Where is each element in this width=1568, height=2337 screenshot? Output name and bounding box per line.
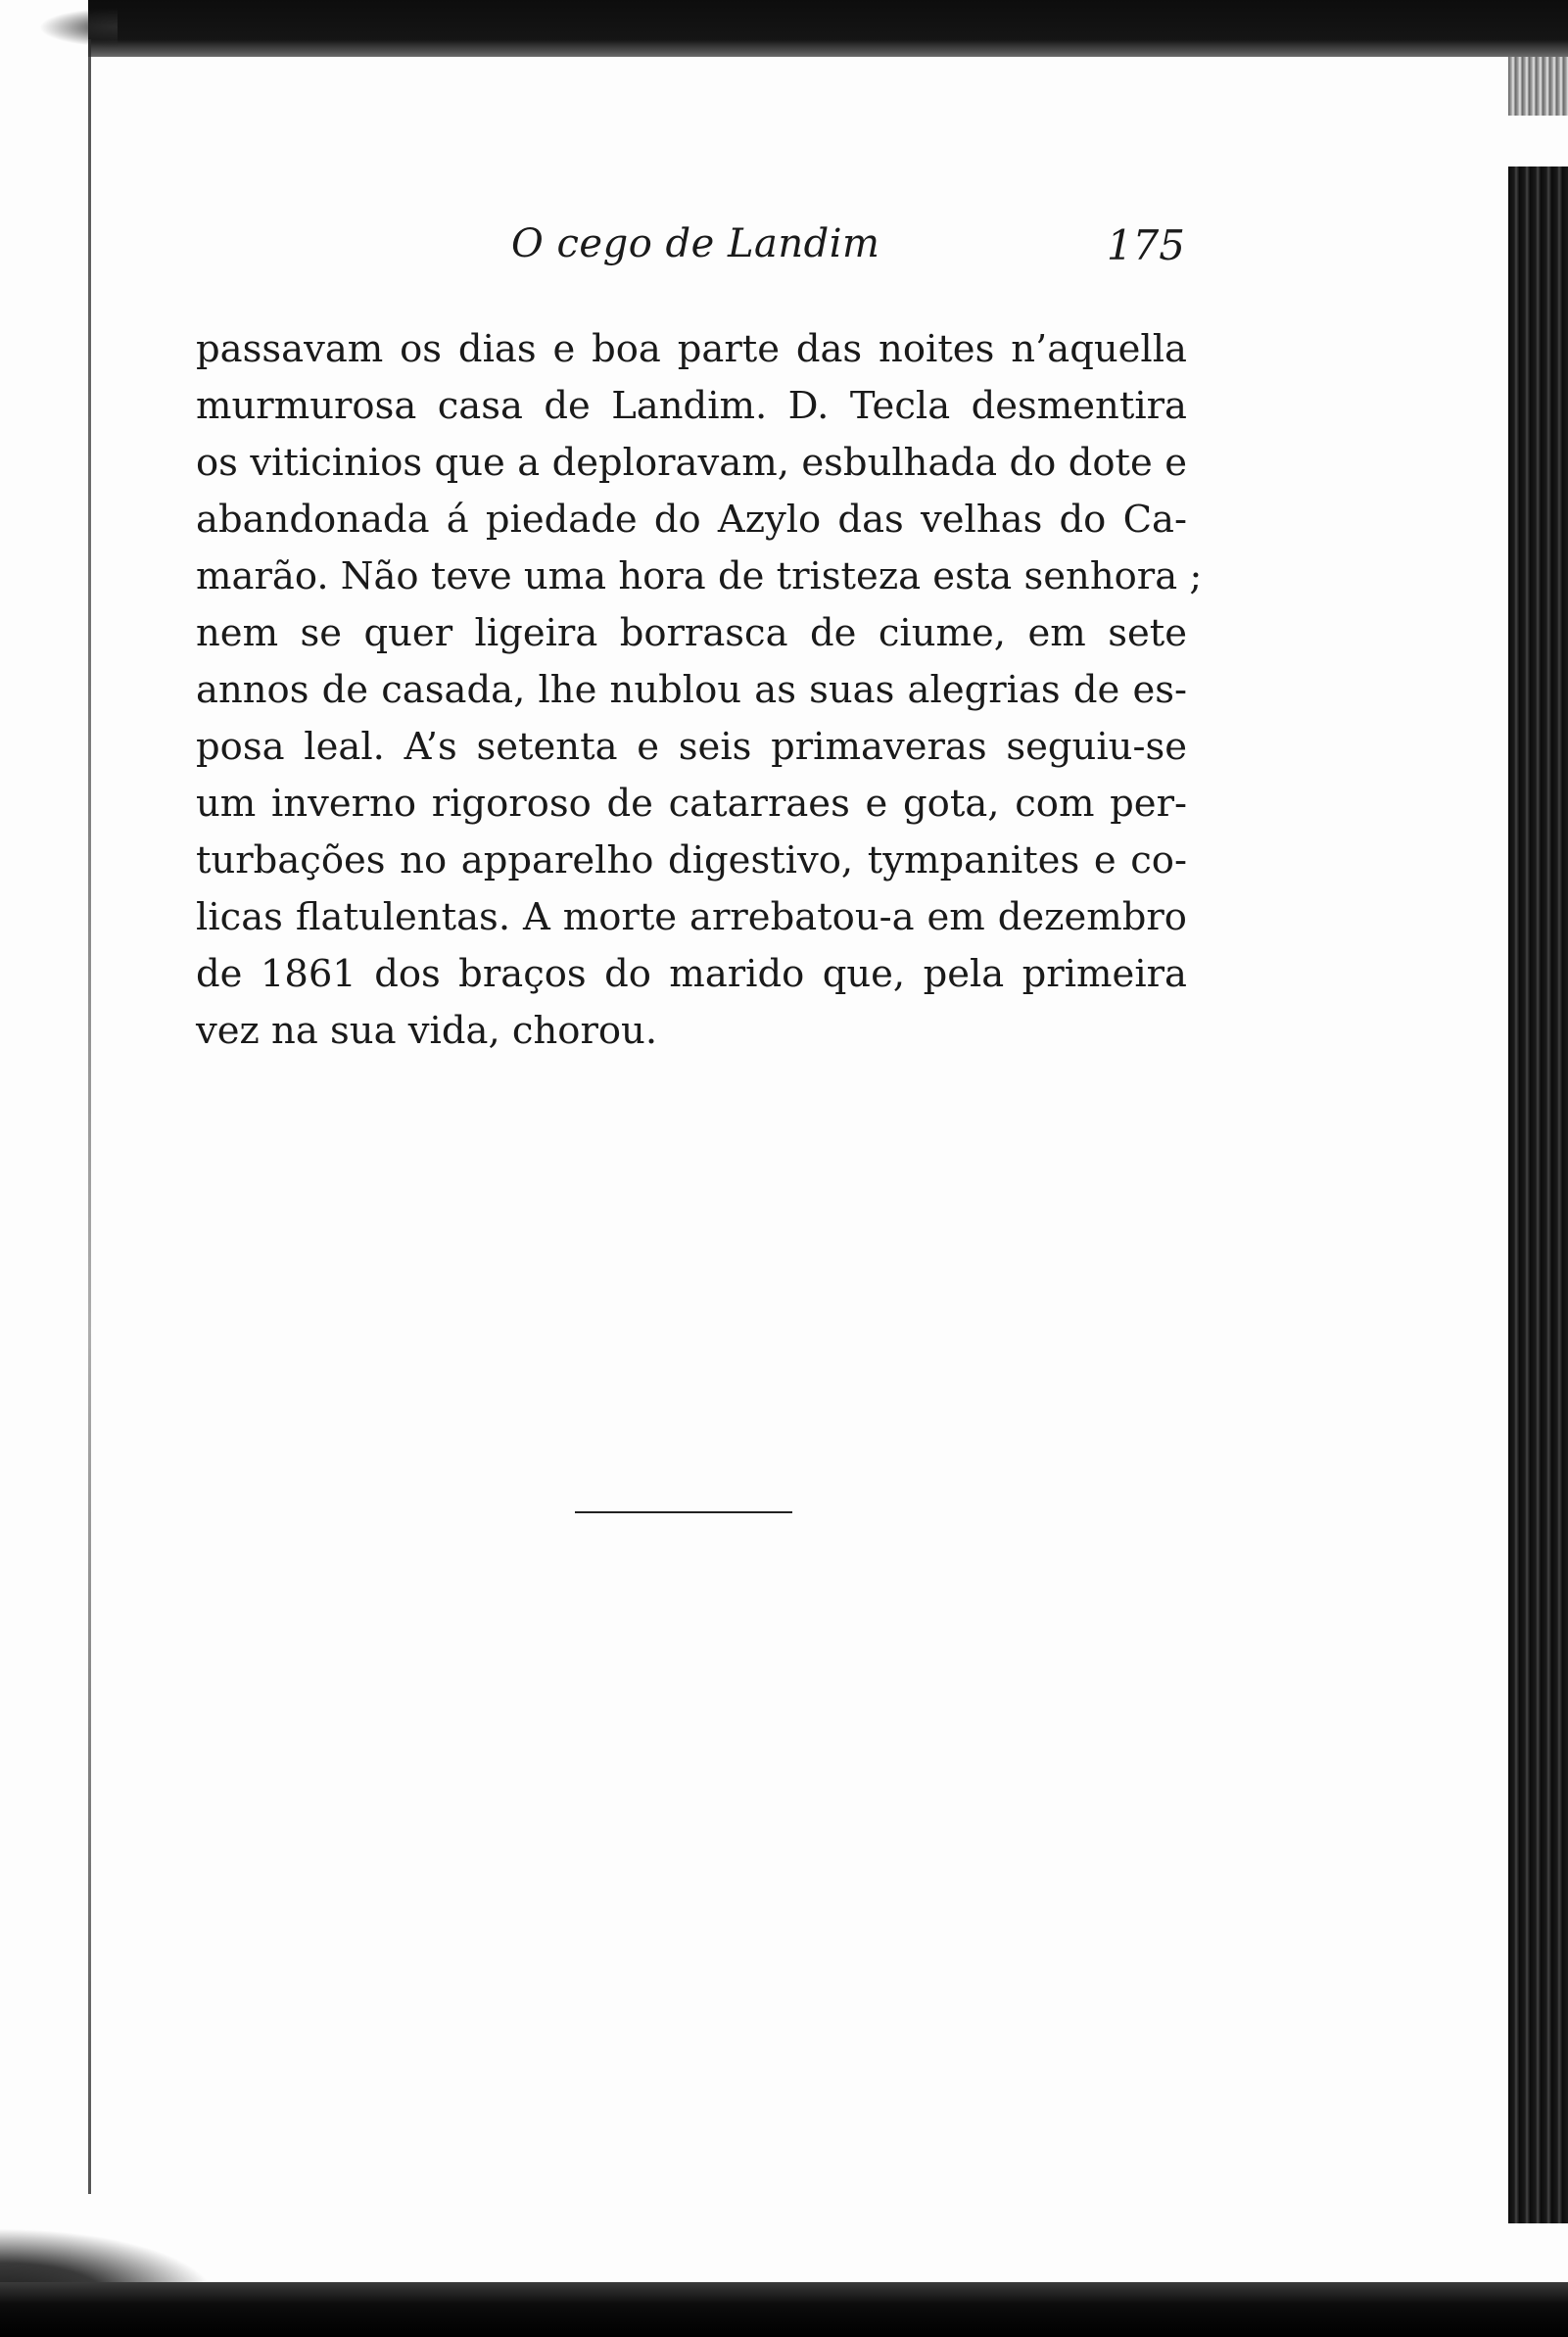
text-line: os viticinios que a deploravam, esbulhada do dote e bbox=[196, 441, 1187, 485]
body-paragraph bbox=[196, 321, 1203, 1060]
text-line: abandonada á piedade do Azylo das velhas do Ca- bbox=[196, 498, 1187, 542]
scan-edge-top bbox=[88, 0, 1568, 57]
scan-edge-right bbox=[1508, 167, 1568, 2223]
text-line: um inverno rigoroso de catarraes e gota, com per- bbox=[196, 782, 1187, 826]
text-line: posa leal. A’s setenta e seis primaveras seguiu-se bbox=[196, 725, 1187, 769]
chapter-end-rule bbox=[575, 1511, 792, 1513]
page-number: 175 bbox=[1106, 221, 1185, 269]
text-line: de 1861 dos braços do marido que, pela primeira bbox=[196, 952, 1187, 996]
running-head bbox=[196, 221, 1185, 280]
text-line: murmurosa casa de Landim. D. Tecla desmentira bbox=[196, 384, 1187, 428]
scan-edge-right-top bbox=[1508, 57, 1568, 116]
text-line: turbações no apparelho digestivo, tympanites e co- bbox=[196, 838, 1187, 882]
text-line: passavam os dias e boa parte das noites n’aquella bbox=[196, 327, 1187, 371]
scan-shadow-top-left bbox=[39, 8, 118, 47]
text-line: nem se quer ligeira borrasca de ciume, em sete bbox=[196, 611, 1187, 655]
text-line: marão. Não teve uma hora de tristeza esta senhora ; bbox=[196, 554, 1203, 598]
text-line: annos de casada, lhe nublou as suas alegrias de es- bbox=[196, 668, 1187, 712]
scan-edge-bottom bbox=[0, 2282, 1568, 2337]
text-line: licas flatulentas. A morte arrebatou-a em dezembro bbox=[196, 895, 1187, 939]
scan-edge-left bbox=[88, 39, 91, 2194]
text-line: vez na sua vida, chorou. bbox=[196, 1009, 658, 1053]
running-title: O cego de Landim bbox=[511, 221, 880, 266]
